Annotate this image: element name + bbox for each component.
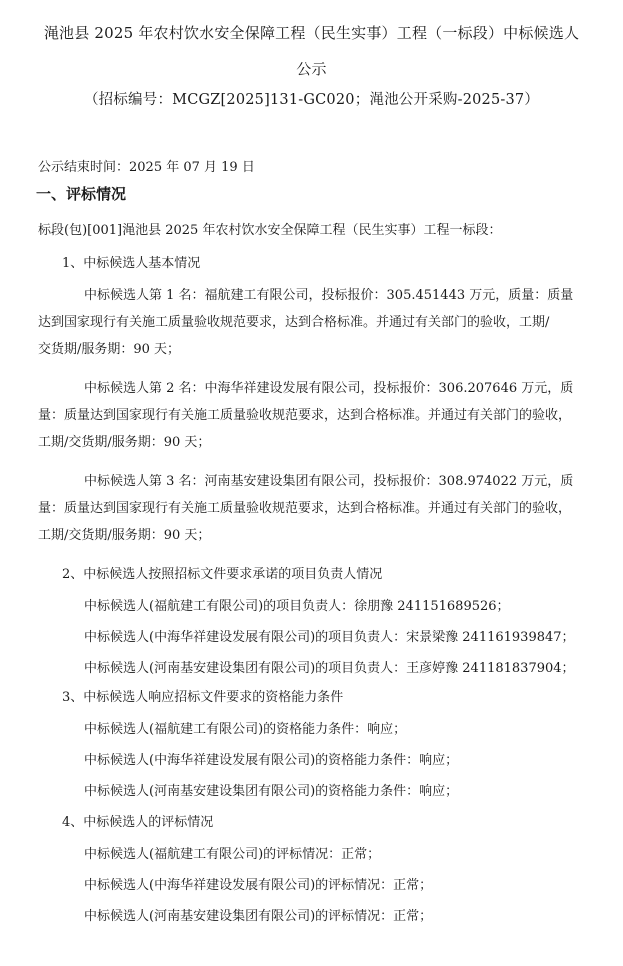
- candidate-2-paragraph: [38, 381, 608, 462]
- evaluation-status-item: 中标候选人(中海华祥建设发展有限公司)的评标情况：正常；: [84, 878, 433, 893]
- bid-number: （招标编号：MCGZ[2025]131-GC020；渑池公开采购-2025-37）: [83, 92, 540, 108]
- subsection-heading-project-manager: 2、中标候选人按照招标文件要求承诺的项目负责人情况: [62, 567, 383, 582]
- document-title-line1: 渑池县 2025 年农村饮水安全保障工程（民生实事）工程（一标段）中标候选人: [43, 24, 580, 42]
- candidate-2-line: 中标候选人第 2 名：中海华祥建设发展有限公司，投标报价：306.207646 万元，质: [84, 381, 574, 396]
- evaluation-status-item: 中标候选人(福航建工有限公司)的评标情况：正常；: [84, 847, 381, 862]
- project-manager-item: 中标候选人(河南基安建设集团有限公司)的项目负责人：王彦婷豫 241181837904；: [84, 661, 575, 676]
- subsection-heading-basic-info: 1、中标候选人基本情况: [62, 256, 201, 271]
- candidate-3-paragraph: [38, 474, 608, 555]
- candidate-1-line: 达到国家现行有关施工质量验收规范要求，达到合格标准。并通过有关部门的验收，工期/: [38, 315, 550, 330]
- document-title-line2: 公示: [296, 60, 327, 78]
- candidate-2-line: 量：质量达到国家现行有关施工质量验收规范要求，达到合格标准。并通过有关部门的验收，: [38, 408, 572, 423]
- candidate-3-line: 量：质量达到国家现行有关施工质量验收规范要求，达到合格标准。并通过有关部门的验收，: [38, 501, 572, 516]
- candidate-1-paragraph: [38, 288, 608, 369]
- candidate-2-line: 工期/交货期/服务期：90 天；: [38, 435, 211, 450]
- candidate-1-line: 中标候选人第 1 名：福航建工有限公司，投标报价：305.451443 万元，质量：质量: [84, 288, 574, 303]
- project-manager-item: 中标候选人(中海华祥建设发展有限公司)的项目负责人：宋景梁豫 241161939847；: [84, 630, 575, 645]
- notice-end-date: 公示结束时间：2025 年 07 月 19 日: [38, 160, 255, 175]
- subsection-heading-qualification: 3、中标候选人响应招标文件要求的资格能力条件: [62, 690, 344, 705]
- qualification-item: 中标候选人(福航建工有限公司)的资格能力条件：响应；: [84, 722, 407, 737]
- evaluation-status-item: 中标候选人(河南基安建设集团有限公司)的评标情况：正常；: [84, 909, 433, 924]
- project-manager-item: 中标候选人(福航建工有限公司)的项目负责人：徐朋豫 241151689526；: [84, 599, 510, 614]
- subsection-heading-evaluation-status: 4、中标候选人的评标情况: [62, 815, 214, 830]
- lot-description: 标段(包)[001]渑池县 2025 年农村饮水安全保障工程（民生实事）工程一标段：: [38, 223, 502, 238]
- candidate-3-line: 中标候选人第 3 名：河南基安建设集团有限公司，投标报价：308.974022 万元，质: [84, 474, 574, 489]
- candidate-3-line: 工期/交货期/服务期：90 天；: [38, 528, 211, 543]
- candidate-1-line: 交货期/服务期：90 天；: [38, 342, 181, 357]
- section-heading-evaluation: 一、评标情况: [36, 185, 127, 203]
- qualification-item: 中标候选人(中海华祥建设发展有限公司)的资格能力条件：响应；: [84, 753, 459, 768]
- qualification-item: 中标候选人(河南基安建设集团有限公司)的资格能力条件：响应；: [84, 784, 459, 799]
